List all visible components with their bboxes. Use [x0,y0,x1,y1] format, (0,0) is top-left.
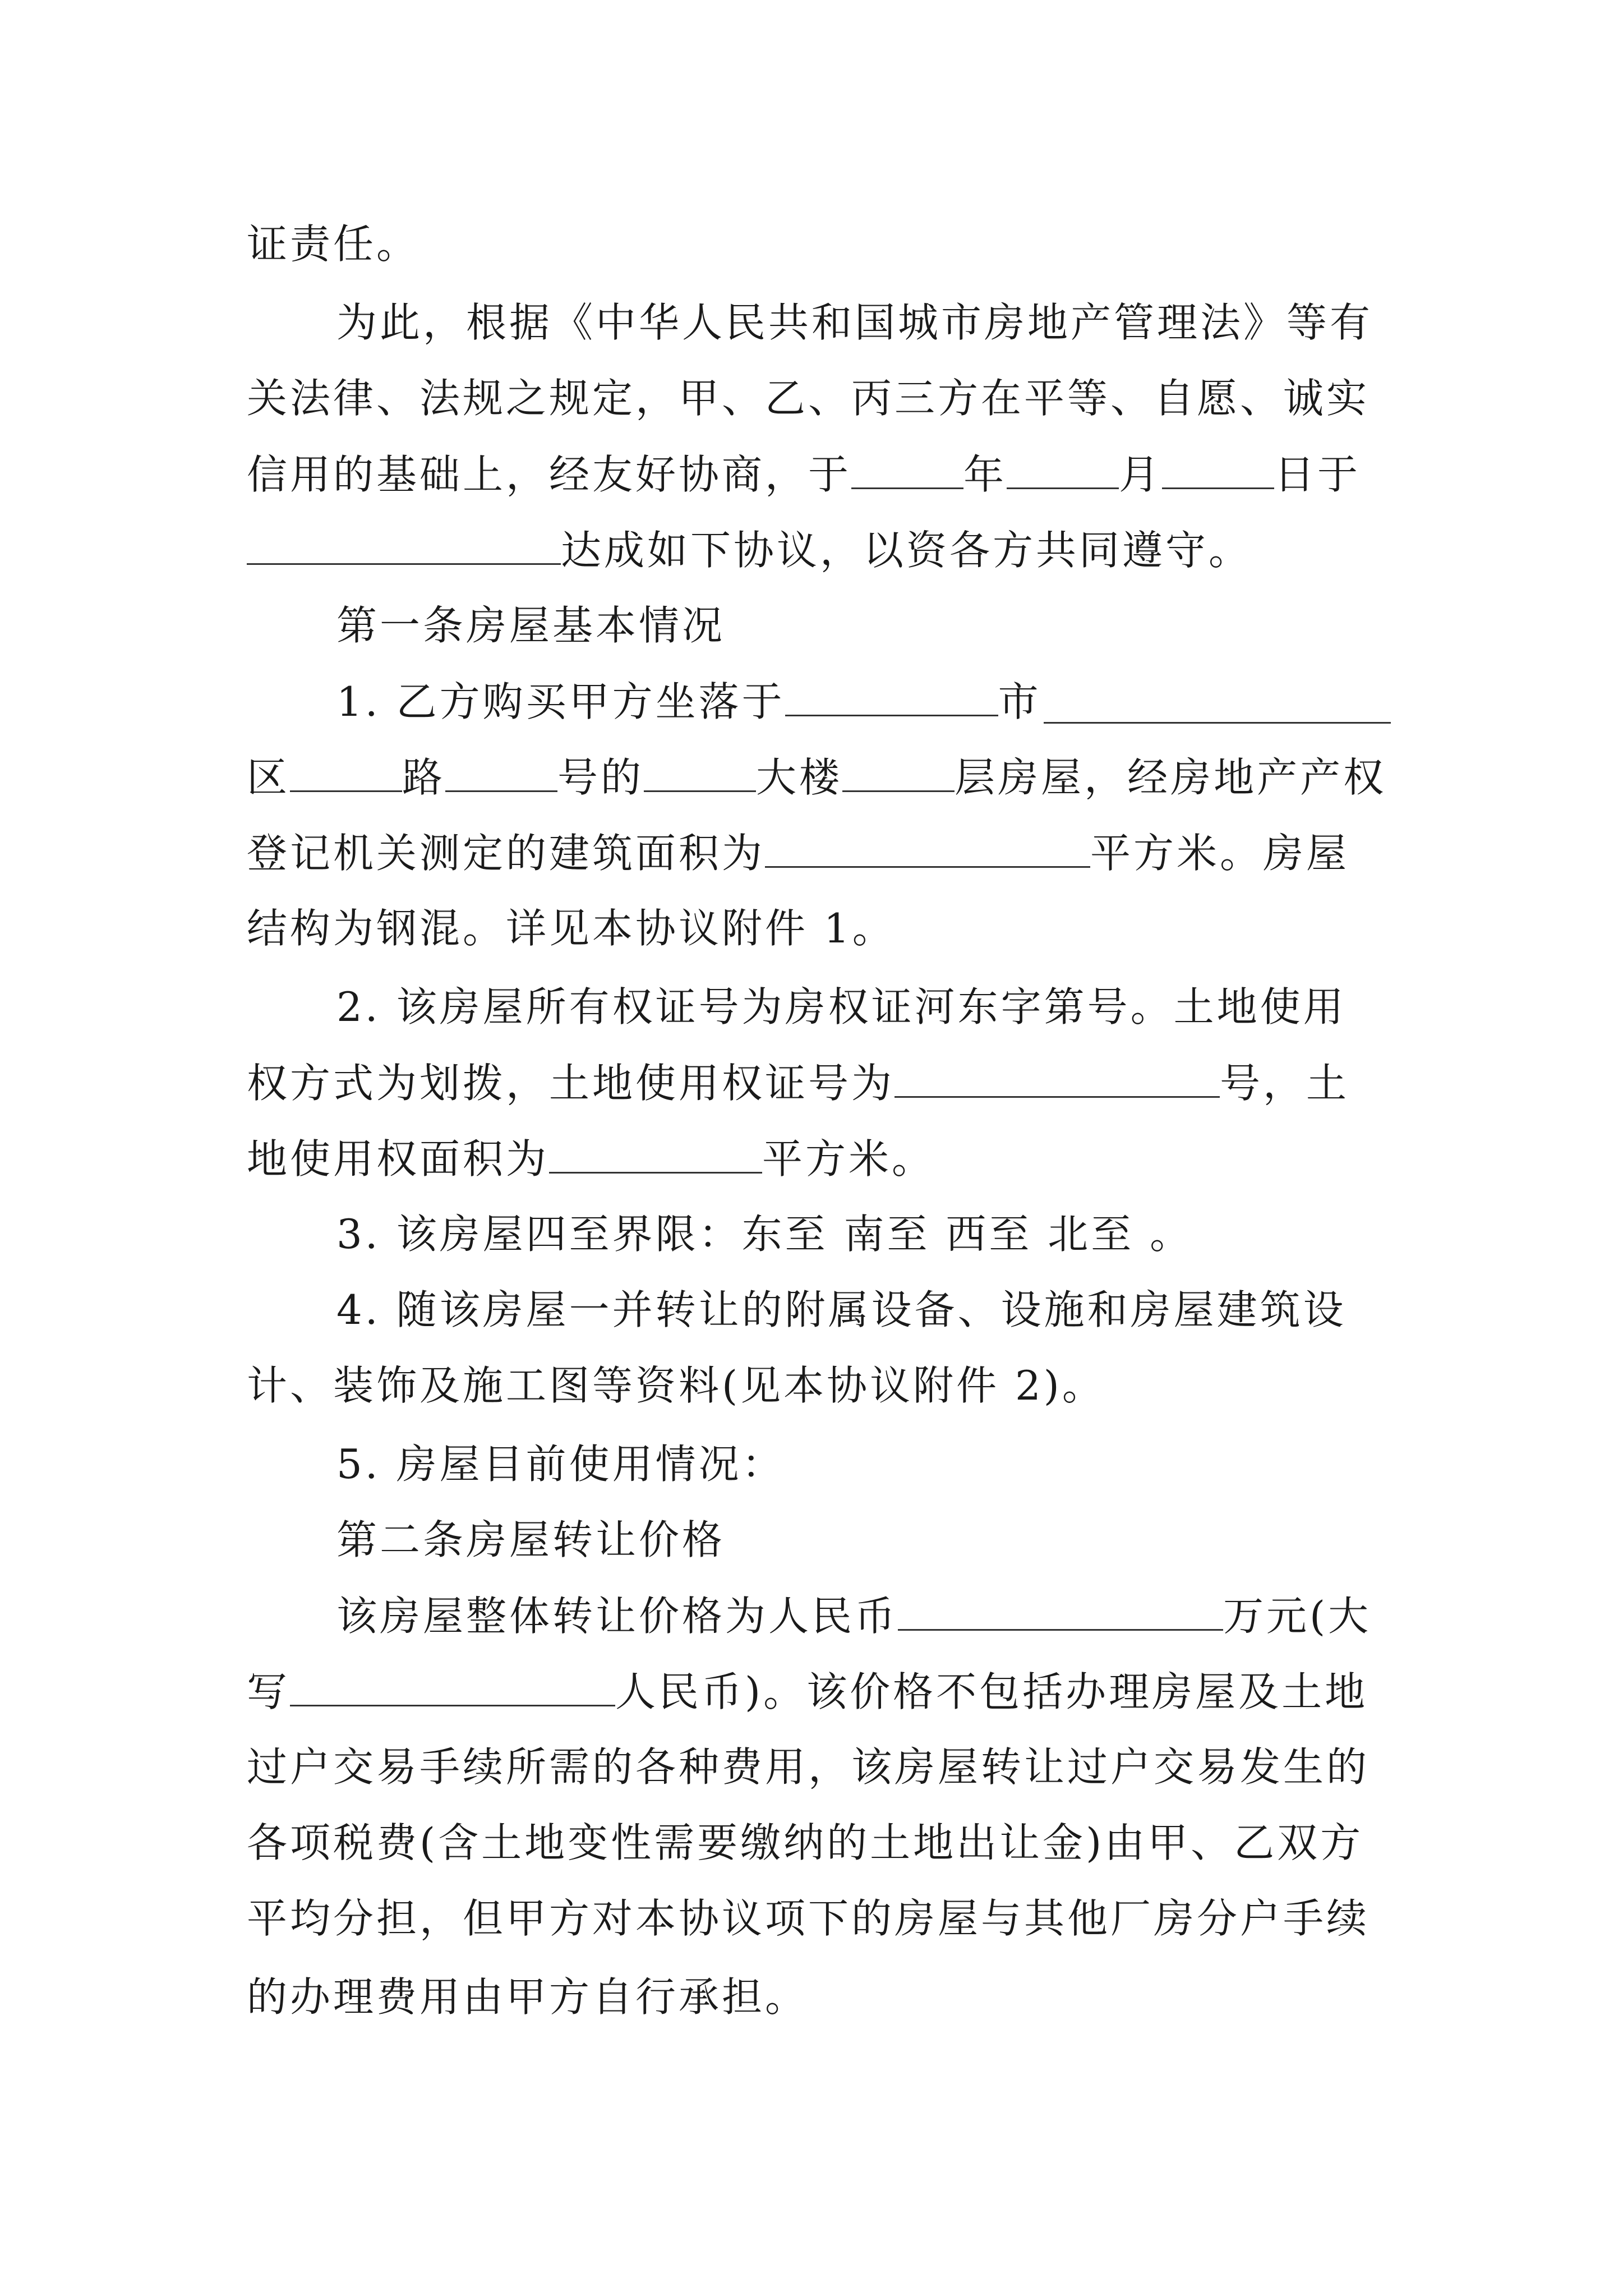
text: 登记机关测定的建筑面积为 [247,830,766,877]
blank-underline [1162,487,1274,489]
text: 过户交易手续所需的各种费用，该房屋转让过户交易发生的 [247,1743,1370,1791]
text: 写 [247,1668,291,1715]
paragraph-line [247,370,1391,426]
blank-underline [644,790,756,792]
paragraph-line [336,1206,1391,1262]
paragraph-line [336,295,1391,351]
paragraph-line [336,673,1391,730]
fill-blank-road [290,749,402,792]
blank-underline [549,1172,762,1174]
text: 第一条房屋基本情况 [336,602,726,649]
text: 1. 乙方购买甲方坐落于 [336,678,785,725]
text: 各项税费(含土地变性需要缴纳的土地出让金)由甲、乙双方 [247,1819,1364,1866]
paragraph-line [247,900,1391,956]
paragraph-line [247,1969,1391,2025]
fill-blank-number [445,749,557,792]
text: 平方米。 [762,1135,935,1182]
blank-underline [290,790,402,792]
paragraph-line [247,825,1391,881]
blank-underline [247,563,561,565]
fill-blank-land-cert [895,1055,1220,1097]
text: 平方米。房屋 [1090,830,1350,877]
paragraph-line [247,1890,1391,1947]
text: 4. 随该房屋一并转让的附属设备、设施和房屋建筑设 [336,1286,1347,1333]
text: 市 [998,678,1041,725]
text: 地使用权面积为 [247,1135,550,1182]
text: 证责任。 [247,220,420,268]
fill-blank-day [1162,446,1274,489]
blank-underline [895,1096,1220,1098]
text: 计、装饰及施工图等资料(见本协议附件 2)。 [247,1362,1105,1409]
text: 人民币)。该价格不包括办理房屋及土地 [615,1668,1368,1715]
text: 区 [247,754,291,801]
section-heading [336,1512,1391,1568]
text: 日于 [1274,451,1361,498]
text: 路 [402,754,446,801]
text: 该房屋整体转让价格为人民币 [336,1593,898,1640]
paragraph-line [247,1739,1391,1795]
fill-blank-city [785,673,998,716]
text: 月 [1119,451,1163,498]
text: 结构为钢混。详见本协议附件 1。 [247,905,896,952]
fill-blank-year [851,446,963,489]
blank-underline [765,866,1090,868]
section-heading [336,597,1391,654]
blank-underline [445,790,557,792]
fill-blank-land-area [549,1130,762,1173]
text: 3. 该房屋四至界限：东至 南至 西至 北至 。 [336,1211,1193,1258]
text: 大楼 [756,754,843,801]
fill-blank-place [247,522,561,564]
blank-underline [785,715,998,716]
text: 为此，根据《中华人民共和国城市房地产管理法》等有 [336,299,1373,346]
text: 达成如下协议，以资各方共同遵守。 [561,527,1252,574]
text: 层房屋，经房地产产权 [955,754,1387,801]
paragraph-line [247,1815,1391,1871]
fill-blank-month [1007,446,1119,489]
paragraph-line [247,1055,1391,1111]
text: 权方式为划拨，土地使用权证号为 [247,1060,895,1107]
paragraph-line [247,1130,1391,1187]
blank-underline [842,790,955,792]
fill-blank-price [898,1588,1223,1630]
text: 平均分担，但甲方对本协议项下的房屋与其他厂房分户手续 [247,1895,1370,1942]
text: 2. 该房屋所有权证号为房权证河东字第号。土地使用 [336,983,1347,1030]
paragraph-line [336,1282,1391,1338]
text: 号的 [557,754,644,801]
paragraph-line [247,1358,1391,1414]
fill-blank-area [765,825,1090,867]
text: 万元(大 [1223,1593,1372,1640]
fill-blank-building [644,749,756,792]
paragraph-line [336,1588,1391,1644]
text: 5. 房屋目前使用情况： [336,1441,785,1488]
text: 年 [963,451,1007,498]
fill-blank-price-words [290,1663,615,1706]
paragraph-line [336,979,1391,1035]
blank-underline [290,1705,615,1706]
text: 第二条房屋转让价格 [336,1516,726,1563]
text: 关法律、法规之规定，甲、乙、丙三方在平等、自愿、诚实 [247,375,1370,422]
blank-underline [898,1629,1223,1631]
paragraph-line [247,446,1391,503]
text: 号，土 [1220,1060,1350,1107]
paragraph-line [247,216,1391,272]
paragraph-line [247,1663,1391,1720]
blank-underline [1007,487,1119,489]
text: 信用的基础上，经友好协商，于 [247,451,852,498]
blank-underline [1044,722,1391,724]
text: 的办理费用由甲方自行承担。 [247,1973,809,2021]
paragraph-line [336,1436,1391,1492]
blank-underline [851,487,963,489]
paragraph-line [247,749,1391,806]
paragraph-line [247,522,1391,578]
fill-blank-floor [842,749,955,792]
